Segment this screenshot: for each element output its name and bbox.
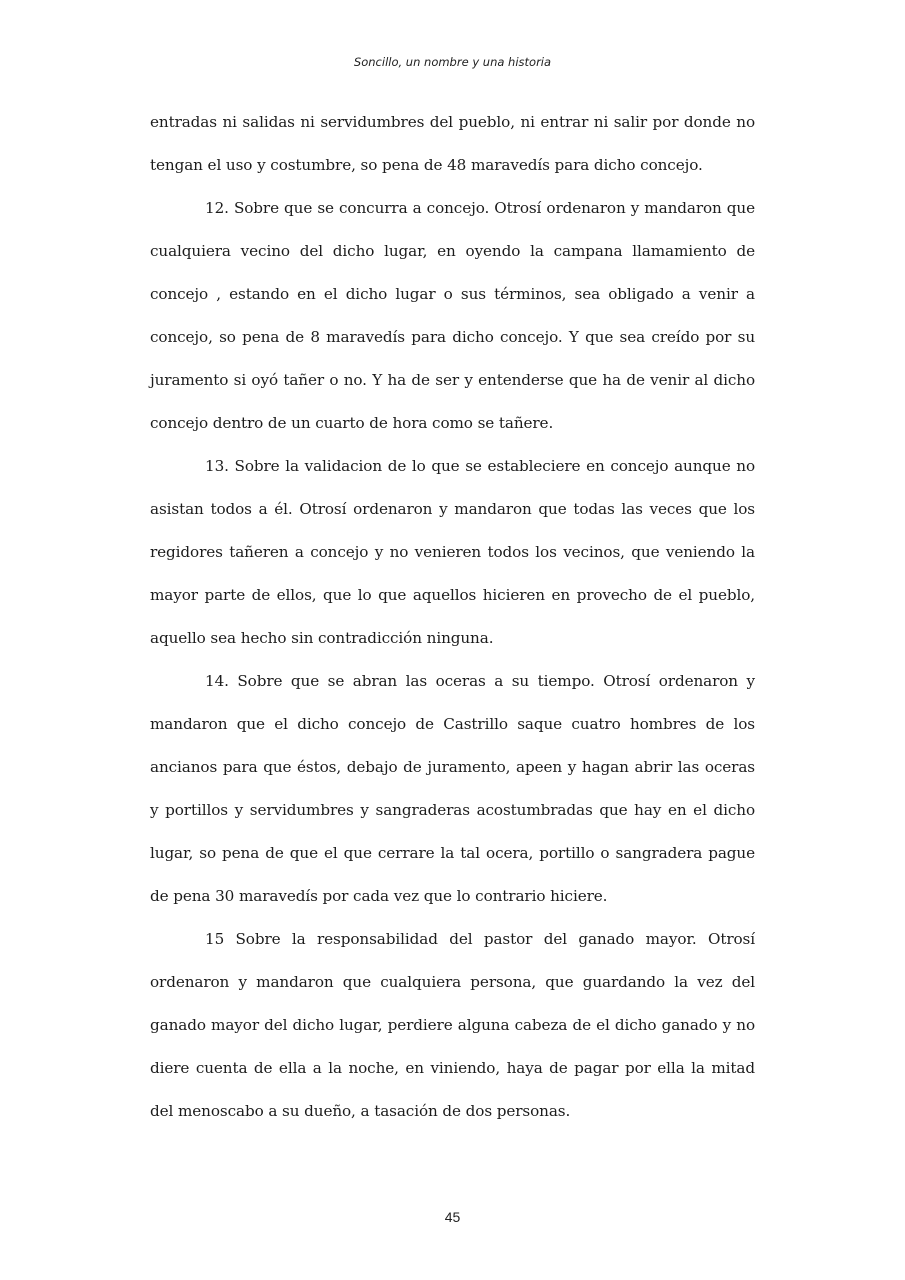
page-number: 45 — [444, 1209, 461, 1225]
paragraph-item-15: 15 Sobre la responsabilidad del pastor del ganado mayor. Otrosí ordenaron y mandaron que cualquiera persona, que guardando la vez del ganado mayor del dicho lugar, perdiere alguna cabeza de el dicho ganado y no diere cuenta de ella a la noche, en viniendo, haya de pagar por ella la mitad del menoscabo a su dueño, a tasación de dos personas. — [150, 930, 755, 1120]
paragraph-continuation: entradas ni salidas ni servidumbres del pueblo, ni entrar ni salir por donde no tengan el uso y costumbre, so pena de 48 maravedís para dicho concejo. — [150, 113, 755, 174]
paragraph-item-12: 12. Sobre que se concurra a concejo. Otrosí ordenaron y mandaron que cualquiera vecino del dicho lugar, en oyendo la campana llamamiento de concejo , estando en el dicho lugar o sus términos, sea obligado a venir a concejo, so pena de 8 maravedís para dicho concejo. Y que sea creído por su juramento si oyó tañer o no. Y ha de ser y entenderse que ha de venir al dicho concejo dentro de un cuarto de hora como se tañere. — [150, 199, 755, 432]
body-text — [150, 101, 755, 1133]
paragraph-item-14: 14. Sobre que se abran las oceras a su tiempo. Otrosí ordenaron y mandaron que el dicho concejo de Castrillo saque cuatro hombres de los ancianos para que éstos, debajo de juramento, apeen y hagan abrir las oceras y portillos y servidumbres y sangraderas acostumbradas que hay en el dicho lugar, so pena de que el que cerrare la tal ocera, portillo o sangradera pague de pena 30 maravedís por cada vez que lo contrario hiciere. — [150, 672, 755, 905]
paragraph-item-13: 13. Sobre la validacion de lo que se estableciere en concejo aunque no asistan todos a él. Otrosí ordenaron y mandaron que todas las veces que los regidores tañeren a concejo y no venieren todos los vecinos, que veniendo la mayor parte de ellos, que lo que aquellos hicieren en provecho de el pueblo, aquello sea hecho sin contradicción ninguna. — [150, 457, 755, 647]
running-header: Soncillo, un nombre y una historia — [353, 55, 552, 69]
